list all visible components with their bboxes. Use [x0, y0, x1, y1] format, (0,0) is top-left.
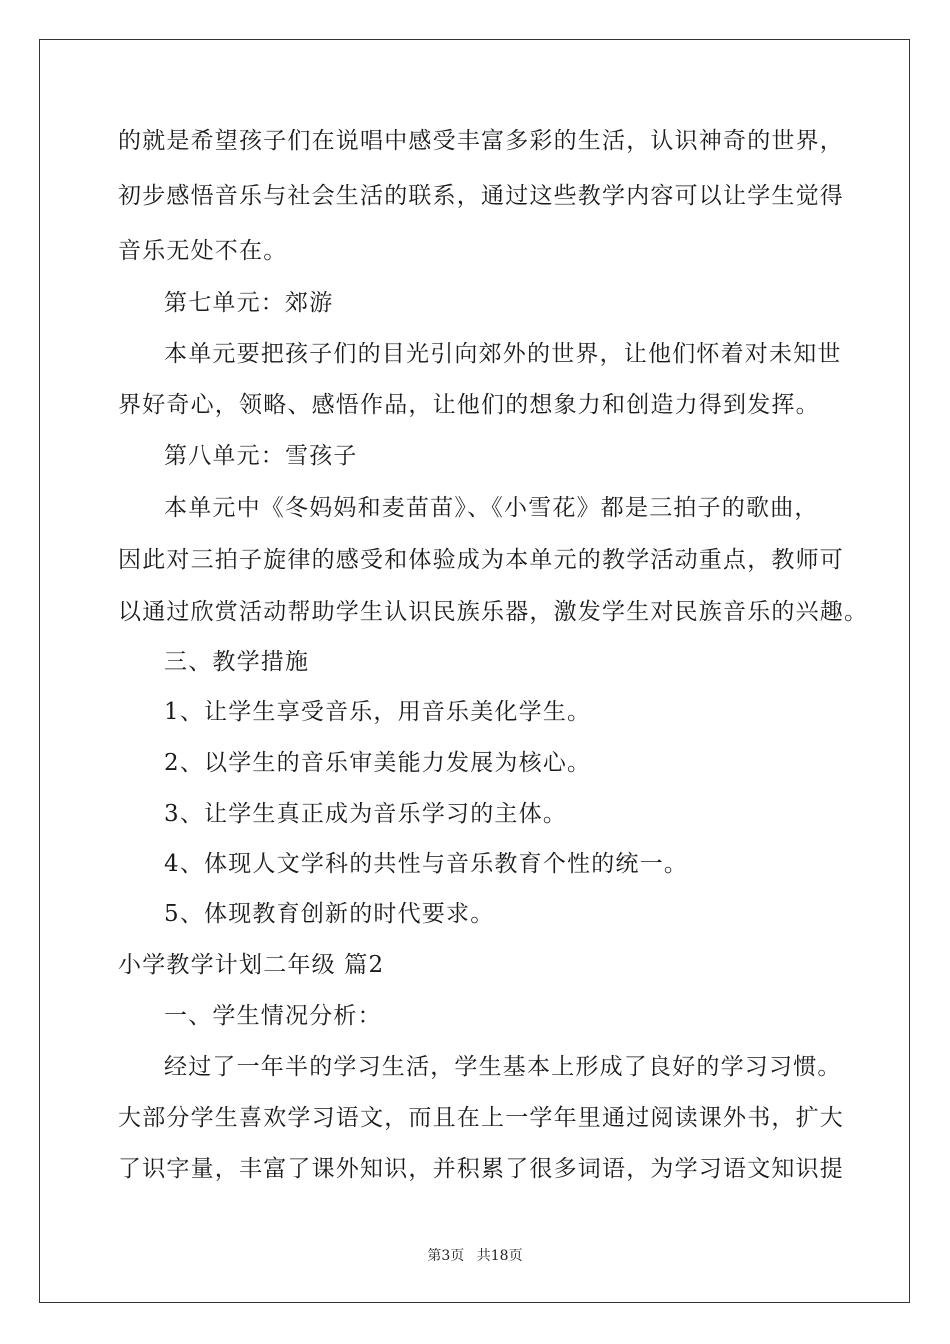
body-line: 本单元要把孩子们的目光引向郊外的世界，让他们怀着对未知世 — [164, 341, 842, 367]
page-footer — [0, 1245, 950, 1265]
body-line: 初步感悟音乐与社会生活的联系，通过这些教学内容可以让学生觉得 — [118, 183, 844, 209]
section-heading: 一、学生情况分析： — [164, 1003, 382, 1029]
list-item: 5、体现教育创新的时代要求。 — [164, 901, 495, 927]
list-item: 1、让学生享受音乐，用音乐美化学生。 — [164, 699, 592, 725]
section-heading: 第七单元：郊游 — [164, 290, 334, 316]
body-line: 的就是希望孩子们在说唱中感受丰富多彩的生活，认识神奇的世界， — [118, 128, 844, 154]
article-heading: 小学教学计划二年级 篇2 — [118, 952, 385, 978]
body-line: 界好奇心，领略、感悟作品，让他们的想象力和创造力得到发挥。 — [118, 392, 820, 418]
list-item: 2、以学生的音乐审美能力发展为核心。 — [164, 750, 592, 776]
section-heading: 第八单元：雪孩子 — [164, 443, 358, 469]
list-item: 3、让学生真正成为音乐学习的主体。 — [164, 801, 568, 827]
section-heading: 三、教学措施 — [164, 649, 310, 675]
page-total: 共18页 — [476, 1248, 523, 1264]
page-number: 第3页 — [427, 1248, 465, 1264]
body-line: 以通过欣赏活动帮助学生认识民族乐器，激发学生对民族音乐的兴趣。 — [118, 599, 869, 625]
body-line: 经过了一年半的学习生活，学生基本上形成了良好的学习习惯。 — [164, 1054, 842, 1080]
body-line: 本单元中《冬妈妈和麦苗苗》、《小雪花》都是三拍子的歌曲， — [164, 495, 819, 521]
body-line: 因此对三拍子旋律的感受和体验成为本单元的教学活动重点，教师可 — [118, 547, 844, 573]
body-line: 了识字量，丰富了课外知识，并积累了很多词语，为学习语文知识提 — [118, 1156, 844, 1182]
list-item: 4、体现人文学科的共性与音乐教育个性的统一。 — [164, 851, 689, 877]
body-line: 大部分学生喜欢学习语文，而且在上一学年里通过阅读课外书，扩大 — [118, 1105, 844, 1131]
body-line: 音乐无处不在。 — [118, 238, 288, 264]
